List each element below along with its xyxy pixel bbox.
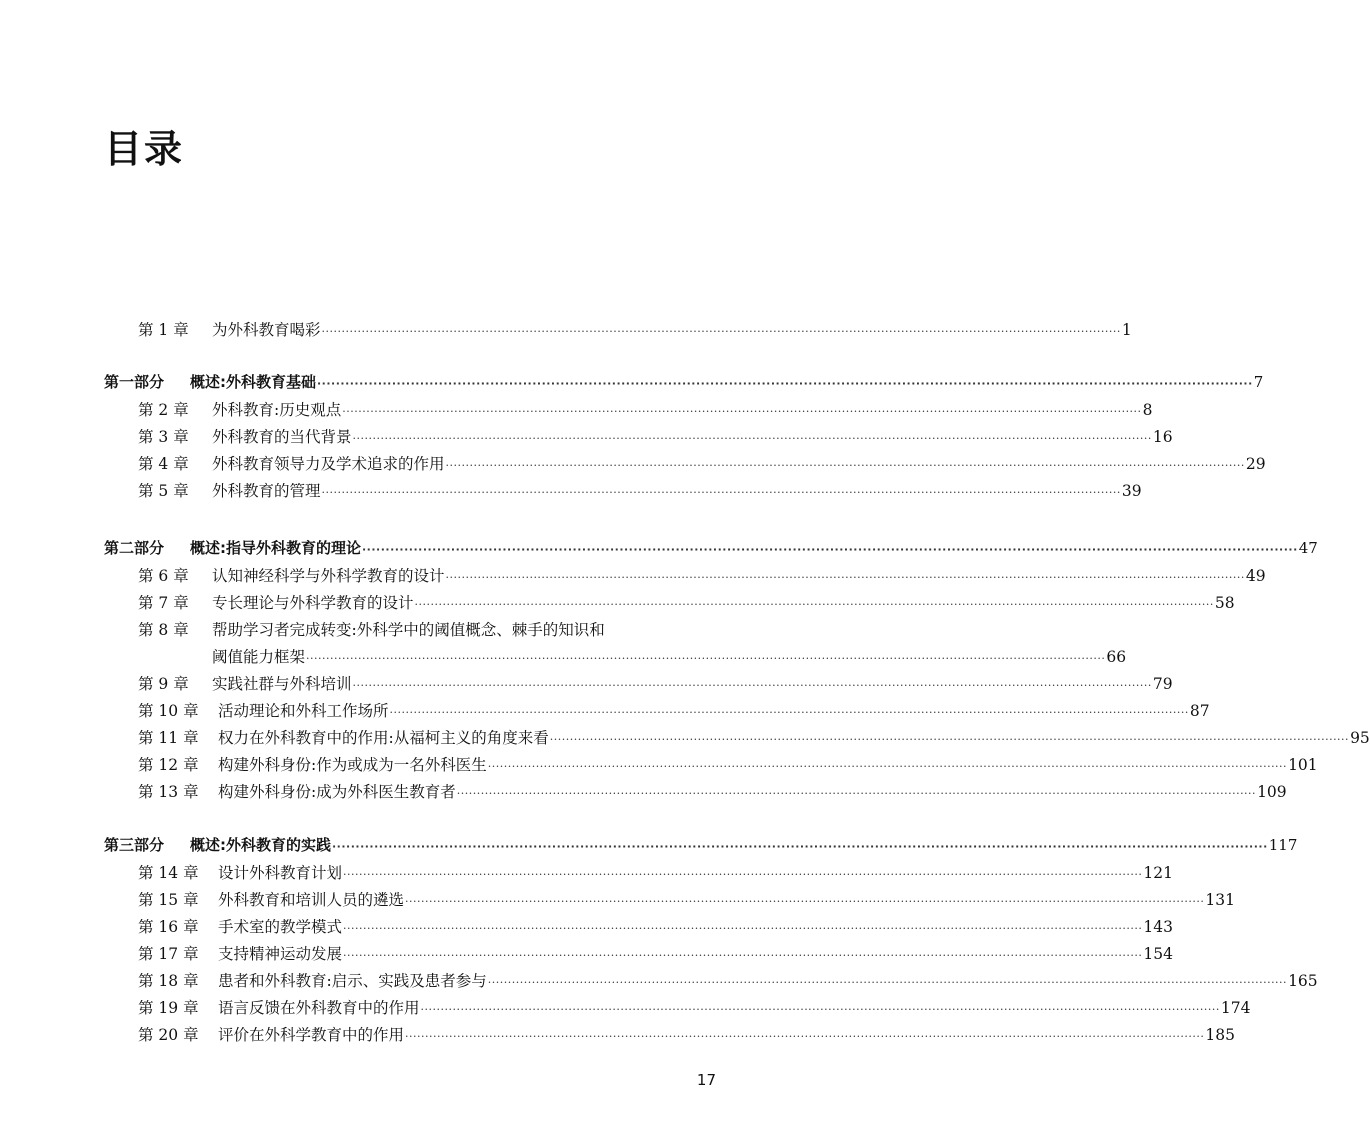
chapter-label: 第 9 章 — [138, 675, 189, 693]
leader-dots: ········································································································································································································ — [343, 868, 1143, 881]
toc-chapter-entry — [138, 452, 1266, 474]
chapter-title: 活动理论和外科工作场所 — [218, 702, 389, 720]
toc-chapter-entry — [138, 861, 1173, 883]
chapter-title: 权力在外科教育中的作用:从福柯主义的角度来看 — [218, 729, 549, 747]
chapter-title: 设计外科教育计划 — [218, 864, 343, 882]
chapter-label: 第 6 章 — [138, 567, 189, 585]
leader-dots: ········································································································································································································ — [549, 733, 1350, 746]
toc-page-number: 49 — [1245, 567, 1266, 585]
leader-dots: ········································································································································································································ — [352, 432, 1152, 445]
leader-dots: ········································································································································································································ — [487, 976, 1288, 989]
toc-chapter-entry — [138, 699, 1210, 721]
toc-page-number: 39 — [1121, 482, 1142, 500]
toc-page-number: 143 — [1143, 918, 1173, 936]
leader-dots: ········································································································································································································ — [321, 486, 1121, 499]
toc-chapter-entry — [138, 672, 1173, 694]
chapter-label: 第 16 章 — [138, 918, 199, 936]
chapter-title: 患者和外科教育:启示、实践及患者参与 — [218, 972, 487, 990]
leader-dots: ········································································································································································································ — [405, 895, 1205, 908]
chapter-label: 第 5 章 — [138, 482, 189, 500]
toc-chapter-entry — [138, 969, 1318, 991]
toc-chapter-entry — [138, 398, 1153, 420]
toc-page-number: 165 — [1288, 972, 1318, 990]
toc-chapter-entry — [138, 726, 1370, 748]
toc-page-number: 79 — [1152, 675, 1173, 693]
chapter-label: 第 2 章 — [138, 401, 189, 419]
chapter-title: 语言反馈在外科教育中的作用 — [218, 999, 420, 1017]
toc-chapter-entry — [138, 564, 1266, 586]
leader-dots: ········································································································································································································ — [456, 787, 1257, 800]
chapter-title: 构建外科身份:作为或成为一名外科医生 — [218, 756, 487, 774]
chapter-label: 第 14 章 — [138, 864, 199, 882]
chapter-title: 认知神经科学与外科学教育的设计 — [212, 567, 445, 585]
chapter-title: 评价在外科学教育中的作用 — [218, 1026, 405, 1044]
chapter-label: 第 10 章 — [138, 702, 199, 720]
toc-page-number: 101 — [1288, 756, 1318, 774]
toc-page-number: 87 — [1189, 702, 1210, 720]
chapter-title: 外科教育和培训人员的遴选 — [218, 891, 405, 909]
part-label: 第一部分 — [104, 373, 165, 391]
leader-dots: ········································································································································································································ — [332, 840, 1268, 853]
chapter-title: 构建外科身份:成为外科医生教育者 — [218, 783, 456, 801]
toc-chapter-entry — [138, 915, 1173, 937]
chapter-title: 外科教育的管理 — [212, 482, 321, 500]
leader-dots: ········································································································································································································ — [487, 760, 1288, 773]
chapter-title: 支持精神运动发展 — [218, 945, 343, 963]
leader-dots: ········································································································································································································ — [405, 1030, 1205, 1043]
part-label: 第三部分 — [104, 836, 165, 854]
toc-chapter-entry — [138, 318, 1132, 340]
toc-page-number: 95 — [1350, 729, 1370, 747]
chapter-title: 帮助学习者完成转变:外科学中的阈值概念、棘手的知识和 — [212, 621, 605, 639]
leader-dots: ········································································································································································································ — [343, 949, 1143, 962]
leader-dots: ········································································································································································································ — [306, 652, 1106, 665]
chapter-label: 第 19 章 — [138, 999, 199, 1017]
chapter-title: 专长理论与外科学教育的设计 — [212, 594, 414, 612]
toc-page-number: 174 — [1220, 999, 1251, 1017]
toc-part-entry — [104, 537, 1318, 558]
toc-chapter-entry — [138, 942, 1173, 964]
toc-page-number: 1 — [1121, 321, 1132, 339]
toc-chapter-entry — [138, 753, 1318, 775]
leader-dots: ········································································································································································································ — [317, 377, 1253, 390]
toc-page-number: 66 — [1106, 648, 1127, 666]
page-number: 17 — [696, 1071, 716, 1089]
toc-page-number: 29 — [1245, 455, 1266, 473]
chapter-title: 阈值能力框架 — [212, 648, 306, 666]
leader-dots: ········································································································································································································ — [342, 405, 1142, 418]
leader-dots: ········································································································································································································ — [352, 679, 1152, 692]
chapter-title: 外科教育:历史观点 — [212, 401, 342, 419]
toc-page-number: 117 — [1268, 836, 1298, 854]
leader-dots: ········································································································································································································ — [445, 459, 1245, 472]
chapter-label: 第 17 章 — [138, 945, 199, 963]
toc-page-number: 47 — [1298, 539, 1318, 557]
toc-page-number: 58 — [1214, 594, 1235, 612]
leader-dots: ········································································································································································································ — [420, 1003, 1220, 1016]
chapter-title: 外科教育领导力及学术追求的作用 — [212, 455, 445, 473]
toc-page-number: 8 — [1142, 401, 1153, 419]
toc-page-number: 154 — [1143, 945, 1173, 963]
part-title: 概述:外科教育的实践 — [190, 836, 331, 854]
leader-dots: ········································································································································································································ — [343, 922, 1143, 935]
toc-part-entry — [104, 371, 1264, 392]
toc-chapter-entry — [138, 996, 1251, 1018]
toc-chapter-entry — [138, 1023, 1235, 1045]
chapter-label: 第 15 章 — [138, 891, 199, 909]
toc-page-number: 7 — [1253, 373, 1264, 391]
chapter-title: 外科教育的当代背景 — [212, 428, 352, 446]
chapter-label: 第 8 章 — [138, 621, 189, 639]
toc-page-number: 16 — [1152, 428, 1173, 446]
toc-page-number: 109 — [1257, 783, 1287, 801]
leader-dots: ········································································································································································································ — [414, 598, 1214, 611]
chapter-title-line — [138, 618, 605, 640]
toc-chapter-entry — [138, 780, 1287, 802]
chapter-title: 为外科教育喝彩 — [212, 321, 321, 339]
toc-page-number: 185 — [1205, 1026, 1235, 1044]
leader-dots: ········································································································································································································ — [321, 325, 1121, 338]
chapter-label: 第 20 章 — [138, 1026, 199, 1044]
part-title: 概述:外科教育基础 — [190, 373, 316, 391]
chapter-label: 第 3 章 — [138, 428, 189, 446]
toc-chapter-entry — [138, 479, 1142, 501]
toc-page-number: 121 — [1143, 864, 1173, 882]
toc-chapter-entry — [138, 645, 1127, 667]
leader-dots: ········································································································································································································ — [389, 706, 1189, 719]
part-label: 第二部分 — [104, 539, 165, 557]
toc-part-entry — [104, 834, 1298, 855]
toc-chapter-entry — [138, 888, 1235, 910]
leader-dots: ········································································································································································································ — [445, 571, 1245, 584]
chapter-label: 第 18 章 — [138, 972, 199, 990]
part-title: 概述:指导外科教育的理论 — [190, 539, 361, 557]
chapter-label: 第 11 章 — [138, 729, 199, 747]
toc-chapter-entry — [138, 591, 1235, 613]
chapter-label: 第 4 章 — [138, 455, 189, 473]
toc-chapter-entry — [138, 425, 1173, 447]
chapter-label: 第 7 章 — [138, 594, 189, 612]
page-title: 目录 — [104, 127, 185, 171]
chapter-label: 第 1 章 — [138, 321, 189, 339]
chapter-label: 第 13 章 — [138, 783, 199, 801]
leader-dots: ········································································································································································································ — [362, 543, 1298, 556]
toc-page-number: 131 — [1205, 891, 1235, 909]
chapter-label: 第 12 章 — [138, 756, 199, 774]
chapter-title: 手术室的教学模式 — [218, 918, 343, 936]
chapter-title: 实践社群与外科培训 — [212, 675, 352, 693]
